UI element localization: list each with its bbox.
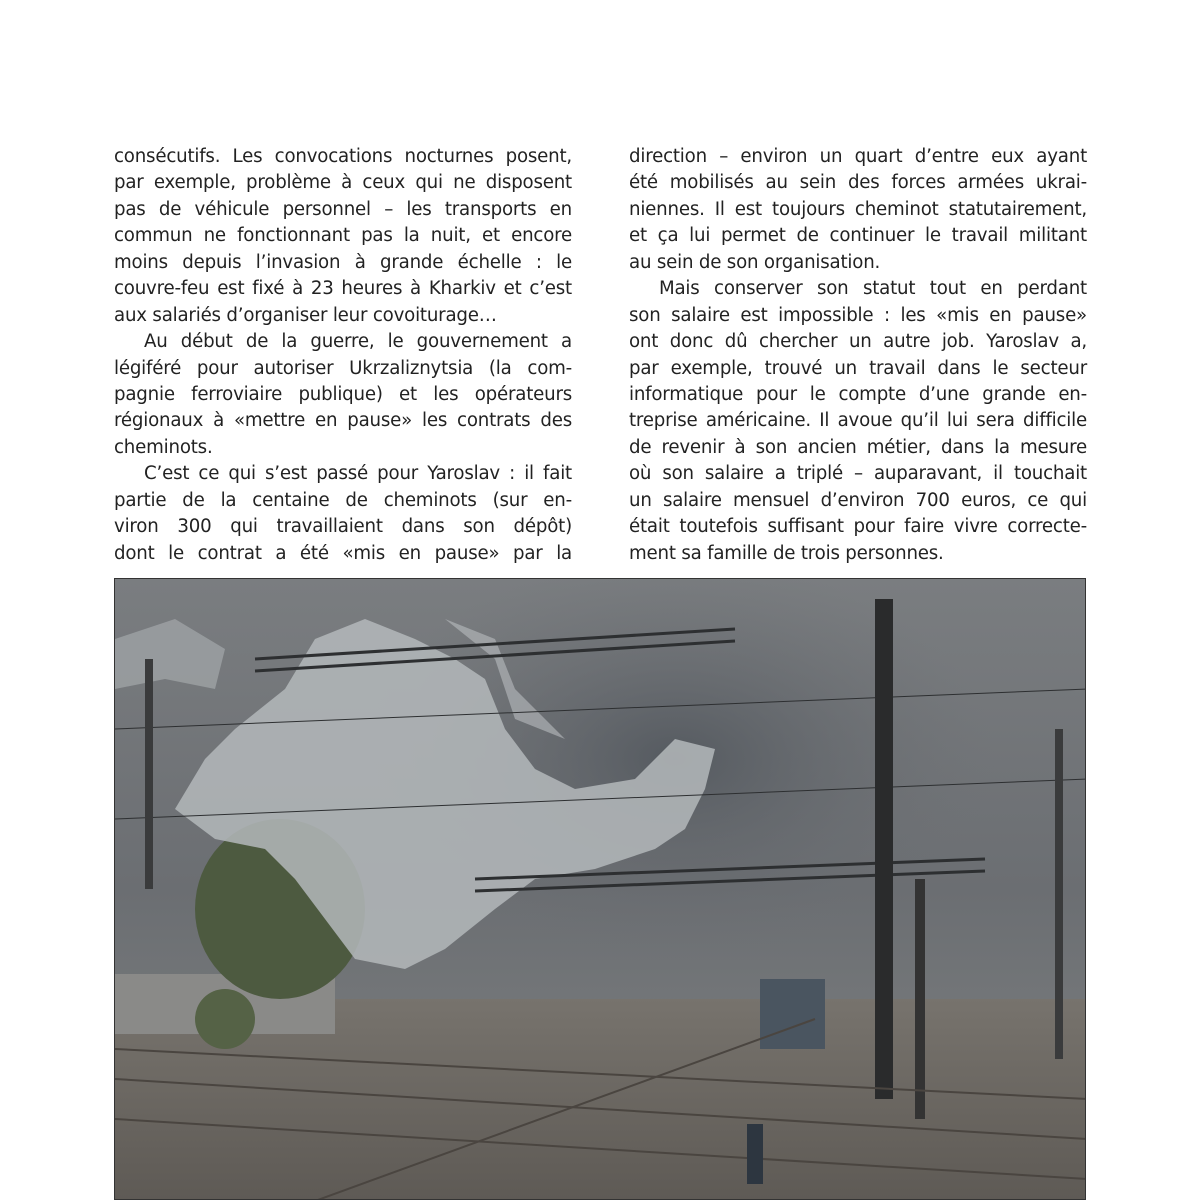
text-line: son salaire est impossible : les «mis en pause» — [629, 304, 1087, 326]
signal — [747, 1124, 763, 1184]
text-line: par exemple, problème à ceux qui ne disposent — [114, 172, 572, 194]
text-line: dont le contrat a été «mis en pause» par la — [114, 542, 572, 564]
train — [760, 979, 825, 1049]
text-line: C’est ce qui s’est passé pour Yaroslav : il fait — [144, 463, 572, 485]
text-line: par exemple, trouvé un travail dans le secteur — [629, 357, 1087, 379]
text-line: Mais conserver son statut tout en perdant — [659, 278, 1087, 300]
text-line: et ça lui permet de continuer le travail militant — [629, 225, 1087, 247]
text-line: Au début de la guerre, le gouvernement a — [144, 331, 572, 353]
text-line: cheminots. — [114, 436, 213, 458]
text-line: informatique pour le compte d’une grande en- — [629, 383, 1087, 405]
catenary-pole — [875, 599, 893, 1099]
text-line: un salaire mensuel d’environ 700 euros, ce qui — [629, 489, 1087, 511]
text-line: moins depuis l’invasion à grande échelle : le — [114, 251, 572, 273]
text-line: ont donc dû chercher un autre job. Yaroslav a, — [629, 331, 1087, 353]
text-line: pagnie ferroviaire publique) et les opérateurs — [114, 383, 572, 405]
article-column-right — [629, 144, 1087, 567]
railway-photo-with-crimea-map-overlay — [114, 578, 1086, 1200]
text-line: légiféré pour autoriser Ukrzaliznytsia (la com- — [114, 357, 572, 379]
text-line: été mobilisés au sein des forces armées ukrai- — [629, 172, 1087, 194]
text-line: au sein de son organisation. — [629, 251, 881, 273]
text-line: couvre-feu est fixé à 23 heures à Kharkiv et c’est — [114, 278, 572, 300]
article-column-left — [114, 144, 572, 567]
text-line: consécutifs. Les convocations nocturnes posent, — [114, 146, 572, 167]
text-line: direction – environ un quart d’entre eux ayant — [629, 146, 1087, 167]
text-line: régionaux à «mettre en pause» les contrats des — [114, 410, 572, 432]
text-line: commun ne fonctionnant pas la nuit, et encore — [114, 225, 572, 247]
text-line: où son salaire a triplé – auparavant, il touchait — [629, 463, 1087, 485]
text-line: était toutefois suffisant pour faire vivre correcte- — [629, 516, 1087, 538]
text-line: treprise américaine. Il avoue qu’il lui sera difficile — [629, 410, 1087, 432]
text-line: partie de la centaine de cheminots (sur en- — [114, 489, 572, 511]
text-line: de revenir à son ancien métier, dans la mesure — [629, 436, 1087, 458]
text-line: pas de véhicule personnel – les transports en — [114, 198, 572, 220]
text-line: viron 300 qui travaillaient dans son dépôt) — [114, 516, 572, 538]
text-line: niennes. Il est toujours cheminot statutairement, — [629, 198, 1087, 220]
text-line: ment sa famille de trois personnes. — [629, 542, 944, 564]
text-line: aux salariés d’organiser leur covoiturage… — [114, 304, 497, 326]
